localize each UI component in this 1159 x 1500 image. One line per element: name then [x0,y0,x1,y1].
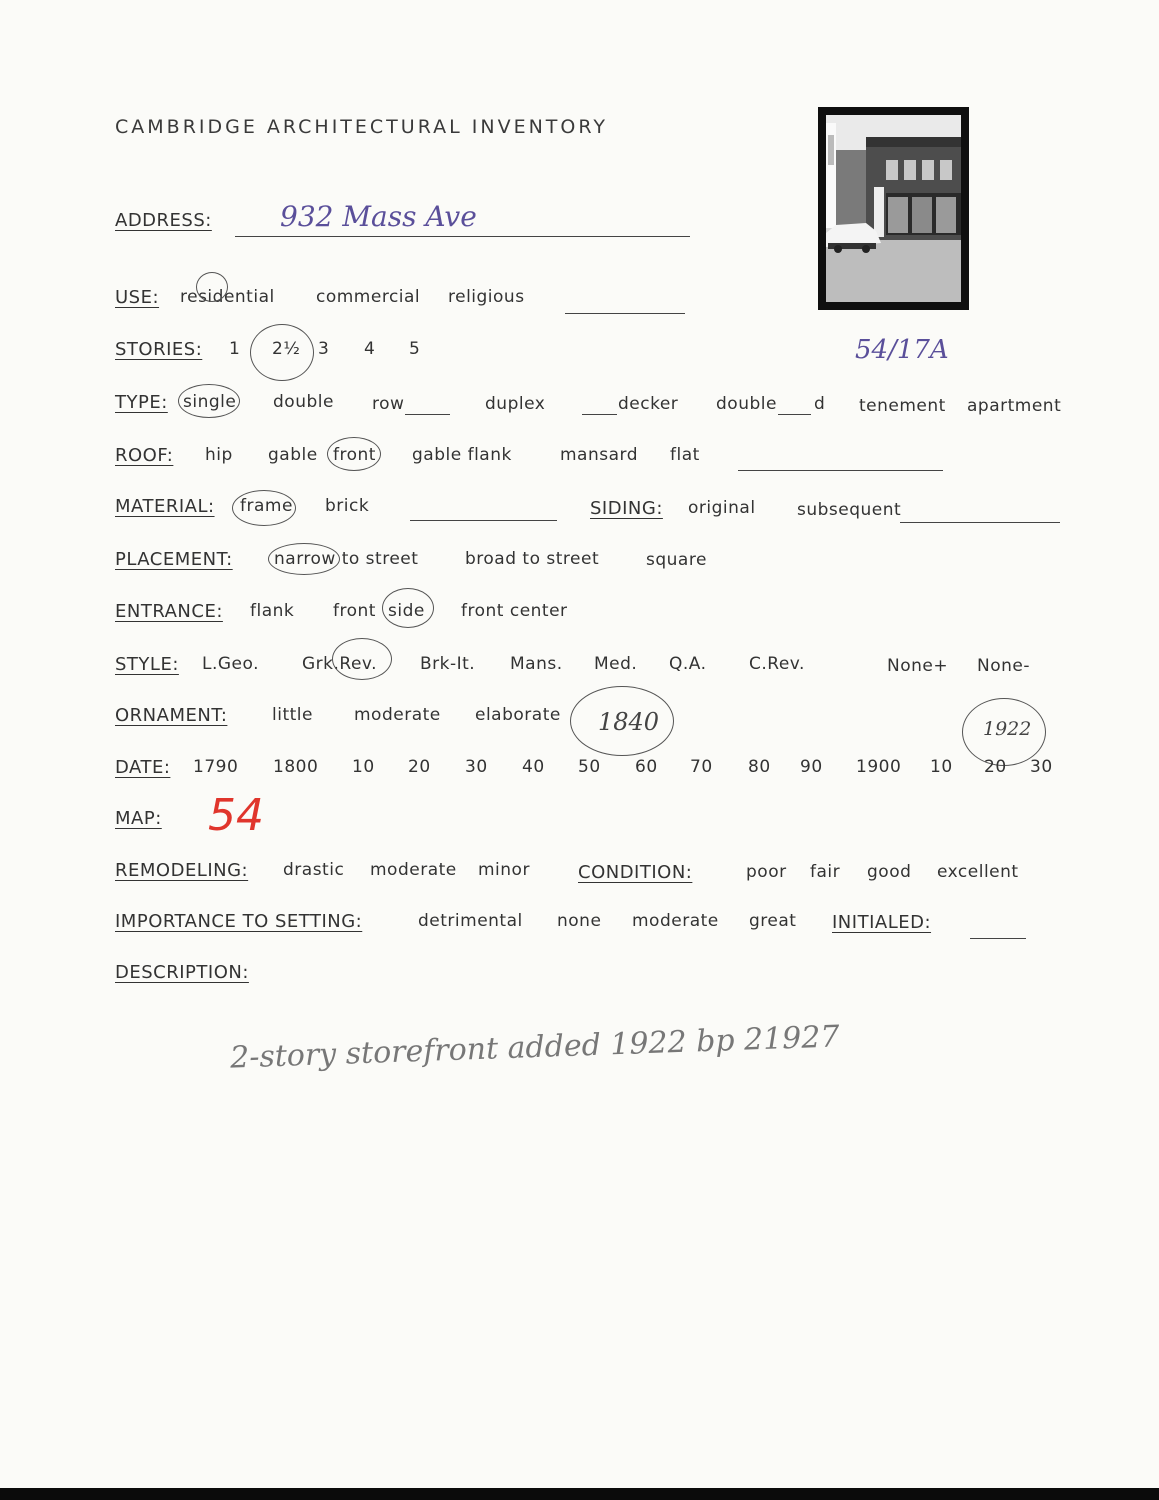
use-option-residential[interactable]: residential [180,287,275,307]
condition-label: CONDITION: [578,862,693,883]
stories-label: STORIES: [115,339,203,360]
date-option-20[interactable]: 20 [408,757,431,777]
date-option-30[interactable]: 30 [465,757,488,777]
entrance-option-flank[interactable]: flank [250,601,295,621]
type-option-tenement[interactable]: tenement [859,396,946,416]
form-title: CAMBRIDGE ARCHITECTURAL INVENTORY [115,116,608,138]
remodeling-option-minor[interactable]: minor [478,860,530,880]
type-option-double[interactable]: double [273,392,334,412]
date-annotation-1840: 1840 [598,708,660,736]
importance-option-detrimental[interactable]: detrimental [418,911,523,931]
type-option-single[interactable]: single [183,392,237,412]
photo-reference: 54/17A [855,335,949,365]
type-selection-mark [178,384,240,418]
entrance-option-front-center[interactable]: front center [461,601,568,621]
roof-other-line [738,470,943,471]
siding-label: SIDING: [590,498,663,519]
style-option-grkrev[interactable]: Grk.Rev. [302,654,378,674]
date-annotation-1922: 1922 [983,718,1032,740]
ornament-option-elaborate[interactable]: elaborate [475,705,561,725]
roof-label: ROOF: [115,445,174,466]
importance-option-great[interactable]: great [749,911,797,931]
condition-option-good[interactable]: good [867,862,912,882]
material-option-brick[interactable]: brick [325,496,370,516]
type-option-duplex[interactable]: duplex [485,394,546,414]
building-photo [818,107,969,310]
remodeling-option-drastic[interactable]: drastic [283,860,345,880]
use-option-religious[interactable]: religious [448,287,525,307]
style-option-qa[interactable]: Q.A. [669,654,707,674]
map-value[interactable]: 54 [208,790,264,841]
map-label: MAP: [115,808,162,829]
siding-other-line [900,522,1060,523]
condition-option-excellent[interactable]: excellent [937,862,1019,882]
initialed-label: INITIALED: [832,912,932,933]
roof-option-flat[interactable]: flat [670,445,700,465]
placement-option-broad[interactable]: broad to street [465,549,600,569]
address-value[interactable]: 932 Mass Ave [280,200,477,233]
entrance-option-front[interactable]: front [333,601,376,621]
date-label: DATE: [115,757,171,778]
date-option-1930[interactable]: 30 [1030,757,1053,777]
style-selection-mark [332,638,392,680]
style-option-lgeo[interactable]: L.Geo. [202,654,260,674]
date-option-1800[interactable]: 1800 [273,757,319,777]
type-decker-line [582,414,617,415]
ornament-option-moderate[interactable]: moderate [354,705,441,725]
address-line [235,236,690,237]
remodeling-option-moderate[interactable]: moderate [370,860,457,880]
address-label: ADDRESS: [115,210,212,231]
entrance-label: ENTRANCE: [115,601,223,622]
type-option-decker[interactable]: decker [618,394,679,414]
building-photo-image [826,115,961,302]
roof-option-hip[interactable]: hip [205,445,233,465]
stories-option-5[interactable]: 5 [409,339,421,359]
date-option-90[interactable]: 90 [800,757,823,777]
roof-option-mansard[interactable]: mansard [560,445,639,465]
date-option-1790[interactable]: 1790 [193,757,239,777]
roof-option-gable-flank[interactable]: gable flank [412,445,512,465]
importance-label: IMPORTANCE TO SETTING: [115,911,363,932]
roof-option-gable[interactable]: gable [268,445,318,465]
importance-option-moderate[interactable]: moderate [632,911,719,931]
date-option-1920[interactable]: 20 [984,757,1007,777]
importance-option-none[interactable]: none [557,911,602,931]
style-option-med[interactable]: Med. [594,654,638,674]
scan-edge [0,1488,1159,1500]
placement-label: PLACEMENT: [115,549,233,570]
siding-option-original[interactable]: original [688,498,756,518]
date-option-10[interactable]: 10 [352,757,375,777]
placement-selection-mark [268,543,340,575]
roof-option-front[interactable]: front [333,445,376,465]
type-option-row[interactable]: row [372,394,405,414]
stories-selection-mark [250,324,314,381]
date-option-70[interactable]: 70 [690,757,713,777]
material-other-line [410,520,557,521]
use-option-commercial[interactable]: commercial [316,287,421,307]
stories-option-4[interactable]: 4 [364,339,376,359]
ornament-option-little[interactable]: little [272,705,313,725]
type-option-apartment[interactable]: apartment [967,396,1062,416]
remodeling-label: REMODELING: [115,860,249,881]
type-row-line [405,414,450,415]
style-option-crev[interactable]: C.Rev. [749,654,805,674]
material-selection-mark [232,490,296,526]
entrance-option-side[interactable]: side [388,601,425,621]
material-option-frame[interactable]: frame [240,496,293,516]
style-option-none-minus[interactable]: None- [977,656,1030,676]
date-option-60[interactable]: 60 [635,757,658,777]
stories-option-3[interactable]: 3 [318,339,330,359]
condition-option-poor[interactable]: poor [746,862,787,882]
type-option-d[interactable]: d [814,394,826,414]
style-option-mans[interactable]: Mans. [510,654,563,674]
description-label: DESCRIPTION: [115,962,249,983]
date-option-50[interactable]: 50 [578,757,601,777]
style-option-brkit[interactable]: Brk-It. [420,654,476,674]
material-label: MATERIAL: [115,496,215,517]
initialed-line [970,938,1026,939]
siding-option-subsequent[interactable]: subsequent [797,500,902,520]
use-other-line [565,313,685,314]
date-option-80[interactable]: 80 [748,757,771,777]
type-double-d-line [778,414,811,415]
style-option-none-plus[interactable]: None+ [887,656,949,676]
ornament-label: ORNAMENT: [115,705,228,726]
type-option-double-d[interactable]: double [716,394,777,414]
style-label: STYLE: [115,654,179,675]
description-value[interactable]: 2-story storefront added 1922 bp 21927 [229,1019,841,1076]
stories-option-1[interactable]: 1 [229,339,241,359]
use-label: USE: [115,287,160,308]
date-option-40[interactable]: 40 [522,757,545,777]
date-option-1900[interactable]: 1900 [856,757,902,777]
use-selection-mark [196,272,228,302]
date-option-1910[interactable]: 10 [930,757,953,777]
placement-option-square[interactable]: square [646,550,707,570]
roof-selection-mark [327,437,381,471]
stories-option-2-half[interactable]: 2½ [272,339,301,359]
condition-option-fair[interactable]: fair [810,862,841,882]
placement-option-narrow[interactable]: narrow to street [274,549,419,569]
type-label: TYPE: [115,392,168,413]
entrance-selection-mark [382,588,434,628]
